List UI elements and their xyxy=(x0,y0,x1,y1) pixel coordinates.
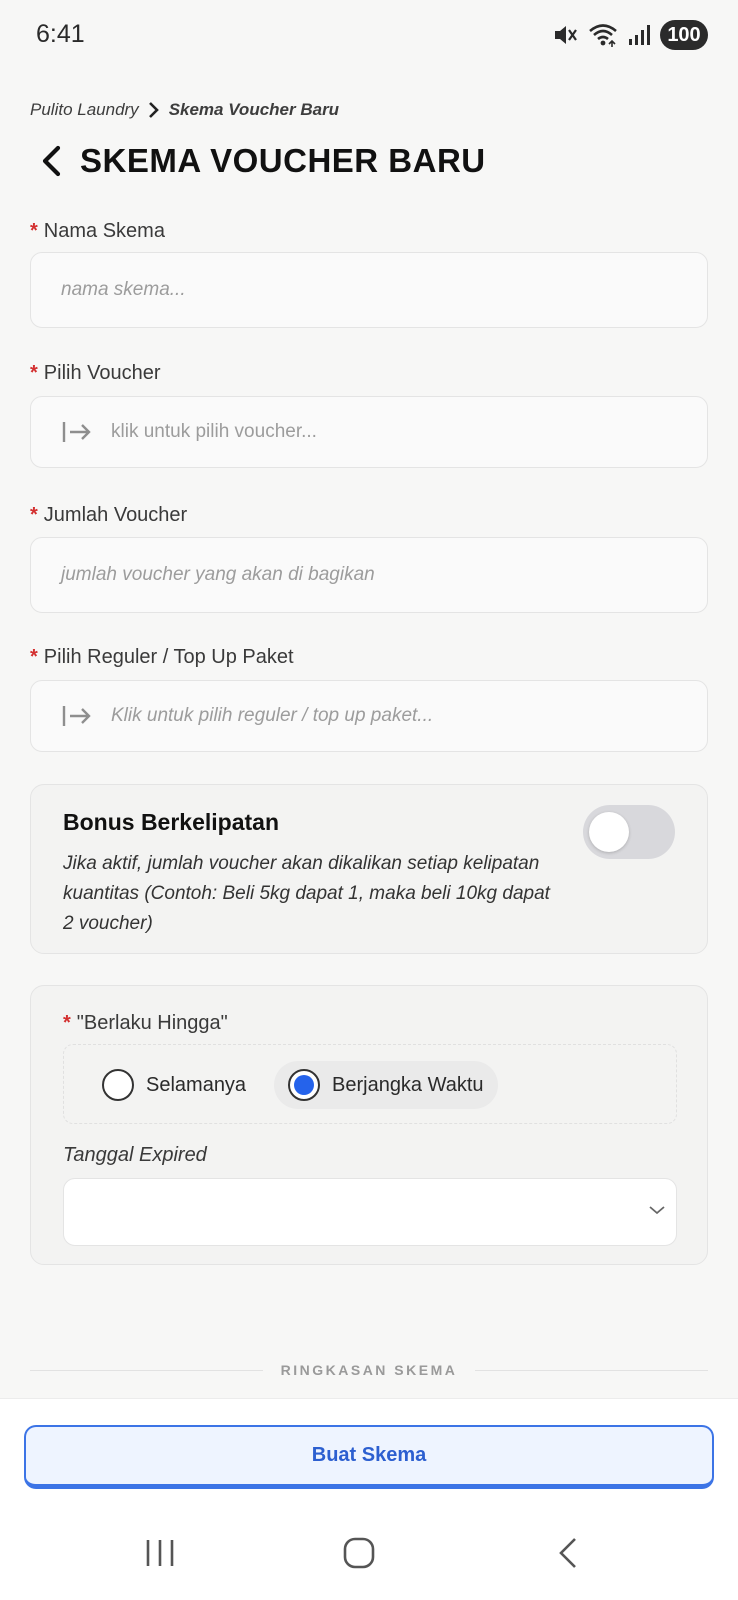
bonus-description: Jika aktif, jumlah voucher akan dikalikan setiap kelipatan kuantitas (Contoh: Beli 5kg dapat 1, maka beli 10kg dapat 2 voucher) xyxy=(63,853,550,934)
status-bar xyxy=(0,0,738,70)
bonus-title: Bonus Berkelipatan xyxy=(63,809,279,835)
radio-berjangka-waktu[interactable] xyxy=(274,1061,498,1109)
jumlah-voucher-placeholder: jumlah voucher yang akan di bagikan xyxy=(61,564,375,585)
tanggal-expired-select[interactable] xyxy=(63,1178,677,1246)
nav-back-icon[interactable] xyxy=(556,1537,580,1569)
signal-icon xyxy=(628,24,650,46)
pilih-voucher-placeholder: klik untuk pilih voucher... xyxy=(111,421,317,442)
radio-berjangka-waktu-label: Berjangka Waktu xyxy=(332,1073,484,1096)
jumlah-voucher-input[interactable] xyxy=(30,537,708,613)
chevron-right-icon xyxy=(147,101,161,119)
toggle-knob xyxy=(589,812,629,852)
chevron-down-icon xyxy=(648,1203,666,1217)
select-arrow-icon xyxy=(61,420,93,444)
radio-circle-checked xyxy=(288,1069,320,1101)
wifi-icon xyxy=(588,22,618,48)
bonus-toggle[interactable] xyxy=(583,805,675,859)
summary-divider-label: RINGKASAN SKEMA xyxy=(280,1362,458,1378)
validity-card xyxy=(30,985,708,1265)
page-title: SKEMA VOUCHER BARU xyxy=(80,142,486,179)
radio-selamanya-label: Selamanya xyxy=(146,1073,247,1096)
battery-indicator: 100 xyxy=(660,20,708,50)
tanggal-expired-label: Tanggal Expired xyxy=(63,1144,207,1166)
system-nav-bar xyxy=(0,1507,738,1600)
page-header xyxy=(40,142,486,180)
bonus-card xyxy=(30,784,708,954)
berlaku-hingga-radio-group xyxy=(63,1044,677,1124)
berlaku-hingga-label: * "Berlaku Hingga" xyxy=(63,1012,228,1034)
jumlah-voucher-label: * Jumlah Voucher xyxy=(30,504,188,526)
breadcrumb xyxy=(30,100,339,120)
home-icon[interactable] xyxy=(342,1537,376,1569)
radio-circle-unchecked xyxy=(102,1069,134,1101)
pilih-reguler-select[interactable] xyxy=(30,680,708,752)
pilih-voucher-label: * Pilih Voucher xyxy=(30,362,161,384)
nama-skema-input[interactable] xyxy=(30,252,708,328)
nama-skema-placeholder: nama skema... xyxy=(61,279,186,300)
pilih-reguler-placeholder: Klik untuk pilih reguler / top up paket... xyxy=(111,705,434,726)
divider-line xyxy=(475,1370,708,1371)
mute-icon xyxy=(552,22,578,48)
divider-line xyxy=(30,1370,263,1371)
buat-skema-button[interactable]: Buat Skema xyxy=(24,1425,714,1489)
nama-skema-label: * Nama Skema xyxy=(30,220,165,242)
recents-icon[interactable] xyxy=(143,1537,177,1569)
back-arrow-icon[interactable] xyxy=(40,144,62,178)
breadcrumb-current: Skema Voucher Baru xyxy=(168,100,340,119)
pilih-reguler-label: * Pilih Reguler / Top Up Paket xyxy=(30,646,294,668)
breadcrumb-parent[interactable]: Pulito Laundry xyxy=(30,100,139,119)
bottom-bar xyxy=(0,1398,738,1600)
status-icons xyxy=(552,20,708,50)
status-time: 6:41 xyxy=(36,20,85,48)
select-arrow-icon xyxy=(61,704,93,728)
pilih-voucher-select[interactable] xyxy=(30,396,708,468)
radio-selamanya[interactable] xyxy=(88,1061,260,1109)
summary-divider xyxy=(30,1358,708,1382)
